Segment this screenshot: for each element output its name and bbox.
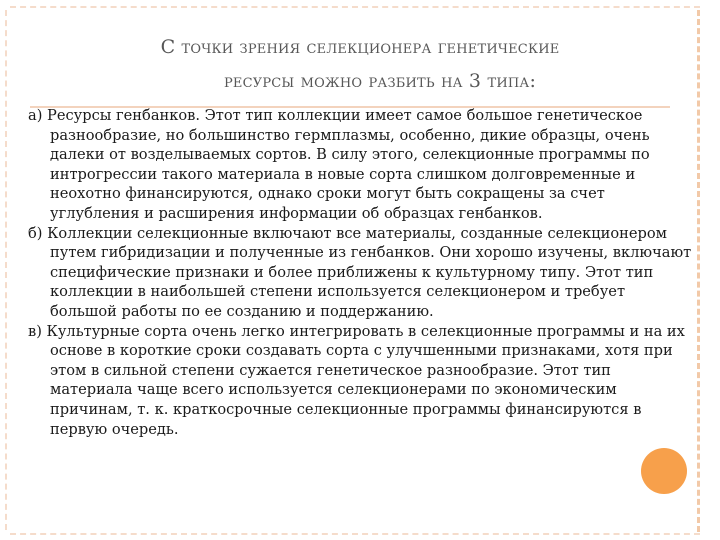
slide-title <box>40 30 680 98</box>
slide-title-line-2: ресурсы можно разбить на 3 типа: <box>223 70 537 92</box>
frame-bottom-border <box>10 533 700 535</box>
paragraph-cultivated-varieties: в) Культурные сорта очень легко интегрировать в селекционные программы и на их основе в короткие сроки создавать сорта с улучшенными признаками, хотя при этом в сильной степени сужается генетическое разнообразие. Этот тип материала чаще всего используется селекционерами по экономическим причинам, т. к. краткосрочные селекционные программы финансируются в первую очередь. <box>28 322 685 438</box>
frame-top-border <box>10 6 700 8</box>
decorative-orange-circle <box>641 448 687 494</box>
slide-title-line-1: С точки зрения селекционера генетические <box>160 36 560 58</box>
frame-right-border <box>697 10 700 532</box>
frame-left-border <box>5 10 7 530</box>
paragraph-genbank-resources: а) Ресурсы генбанков. Этот тип коллекции имеет самое большое генетическое разнообразие, но большинство гермплазмы, особенно, дикие образцы, очень далеки от возделываемых сортов. В силу этого, селекционные программы по интрогрессии такого материала в новые сорта слишком долговременные и неохотно финансируются, однако сроки могут быть сокращены за счет углубления и расширения информации об образцах генбанков. <box>28 107 650 222</box>
paragraph-breeding-collections: б) Коллекции селекционные включают все материалы, созданные селекционером путем гибридизации и полученные из генбанков. Они хорошо изучены, включают специфические признаки и более приближены к культурному типу. Этот тип коллекции в наибольшей степени используется селекционером и требует большой работы по ее созданию и поддержанию. <box>28 224 692 320</box>
slide-body <box>28 106 693 439</box>
